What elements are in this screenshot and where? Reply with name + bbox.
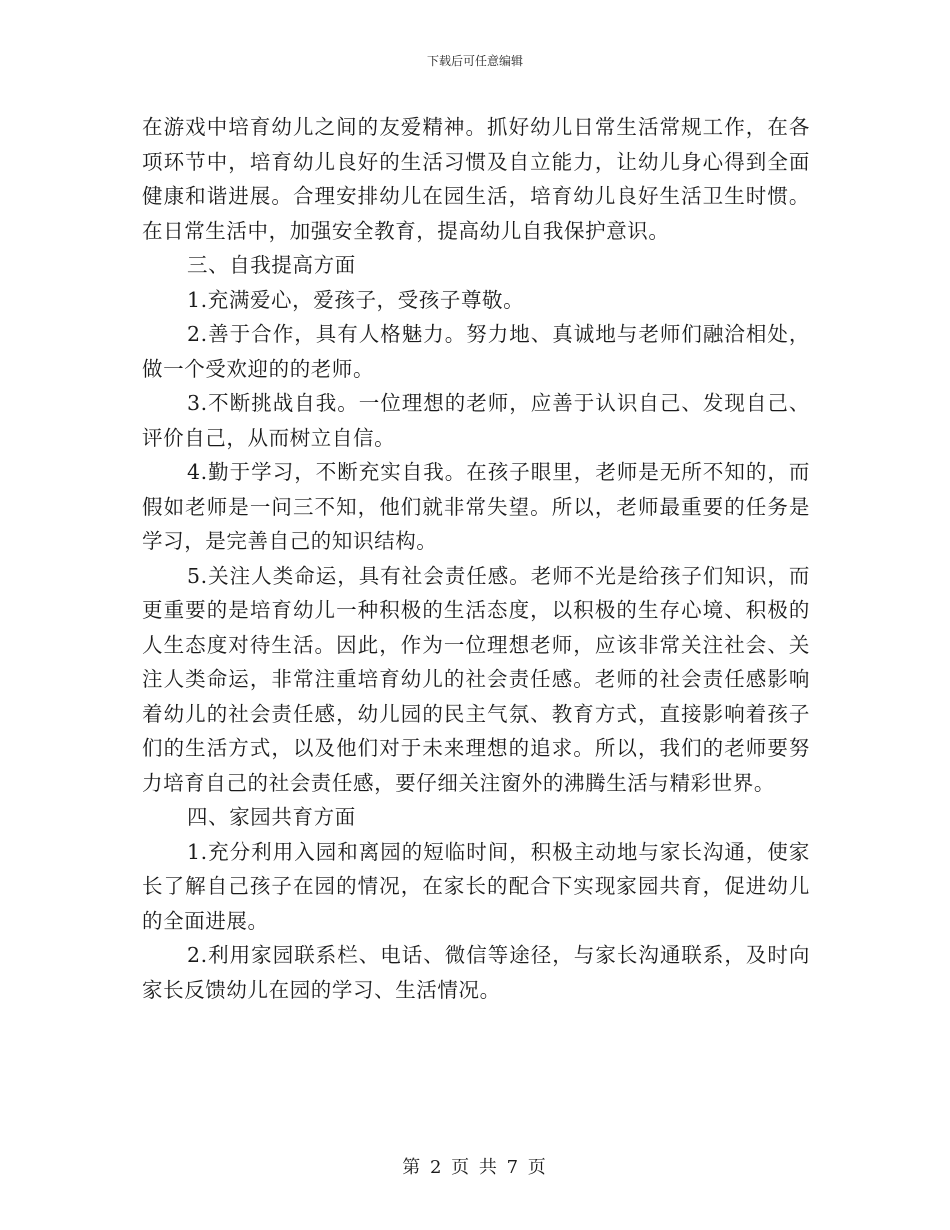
list-item-4: 4.勤于学习，不断充实自我。在孩子眼里，老师是无所不知的，而假如老师是一问三不知，他们就非常失望。所以，老师最重要的任务是学习，是完善自己的知识结构。 — [142, 460, 810, 553]
paragraph-continuation: 在游戏中培育幼儿之间的友爱精神。抓好幼儿日常生活常规工作，在各项环节中，培育幼儿良好的生活习惯及自立能力，让幼儿身心得到全面健康和谐进展。合理安排幼儿在园生活，培育幼儿良好生活卫生时惯。在日常生活中，加强安全教育，提高幼儿自我保护意识。 — [142, 115, 810, 243]
section-heading-home-school: 四、家园共育方面 — [187, 805, 356, 829]
list-item-1: 1.充满爱心，爱孩子，受孩子尊敬。 — [187, 287, 525, 312]
list-item-home-1: 1.充分利用入园和离园的短临时间，积极主动地与家长沟通，使家长了解自己孩子在园的情况，在家长的配合下实现家园共育，促进幼儿的全面进展。 — [142, 839, 810, 933]
list-item-5: 5.关注人类命运，具有社会责任感。老师不光是给孩子们知识，而更重要的是培育幼儿一种积极的生活态度，以积极的生存心境、积极的人生态度对待生活。因此，作为一位理想老师，应该非常关注社会、关注人类命运，非常注重培育幼儿的社会责任感。老师的社会责任感影响着幼儿的社会责任感，幼儿园的民主气氛、教育方式，直接影响着孩子们的生活方式，以及他们对于未来理想的追求。所以，我们的老师要努力培育自己的社会责任感，要仔细关注窗外的沸腾生活与精彩世界。 — [142, 563, 810, 795]
list-item-3: 3.不断挑战自我。一位理想的老师，应善于认识自己、发现自己、评价自己，从而树立自信。 — [142, 391, 810, 450]
section-heading-self-improvement: 三、自我提高方面 — [187, 253, 356, 277]
list-item-home-2: 2.利用家园联系栏、电话、微信等途径，与家长沟通联系，及时向家长反馈幼儿在园的学习、生活情况。 — [142, 943, 810, 1002]
list-item-2: 2.善于合作，具有人格魅力。努力地、真诚地与老师们融洽相处，做一个受欢迎的的老师。 — [142, 322, 810, 381]
document-body — [142, 110, 810, 1007]
page-header: 下载后可任意编辑 — [426, 54, 523, 68]
page-number-footer: 第 2 页 共 7 页 — [402, 1157, 548, 1178]
